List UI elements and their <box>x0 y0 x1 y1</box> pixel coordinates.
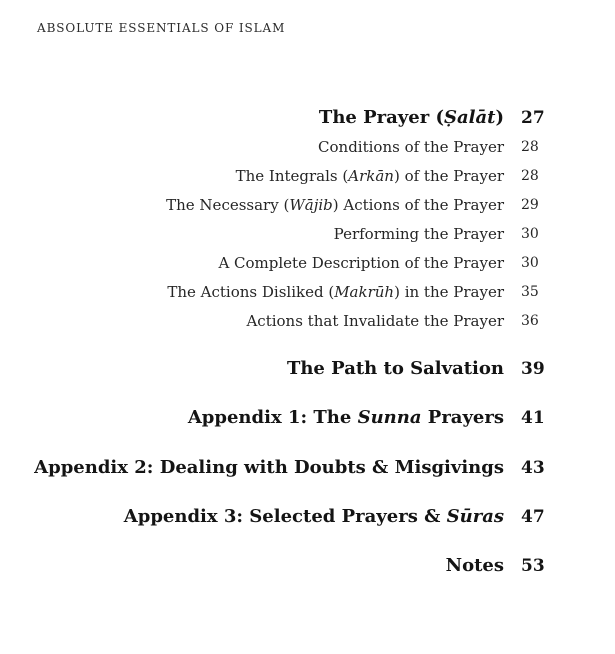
toc-title-notes: Notes <box>445 555 504 576</box>
toc-title-necessary-post: ) Actions of the Prayer <box>332 196 504 214</box>
toc-entry-disliked[interactable] <box>0 280 615 304</box>
toc-page-appendix-1: 41 <box>521 408 545 428</box>
toc-title-appendix-1-post: Prayers <box>421 407 504 428</box>
toc-page-disliked: 35 <box>521 284 539 300</box>
toc-title-disliked-post: ) in the Prayer <box>394 283 504 301</box>
toc-title-prayer-italic: Ṣalāt <box>443 107 496 128</box>
toc-entry-notes[interactable] <box>0 554 615 578</box>
toc-title-disliked <box>167 280 504 304</box>
toc-page-performing: 30 <box>521 226 539 242</box>
toc-title-necessary-pre: The Necessary ( <box>166 196 290 214</box>
toc-title-performing: Performing the Prayer <box>333 225 504 243</box>
toc-entry-salvation[interactable] <box>0 357 615 381</box>
toc-title-appendix-1 <box>188 406 504 430</box>
toc-entry-prayer[interactable] <box>0 106 615 130</box>
toc-title-appendix-3-italic: Sūras <box>446 506 504 527</box>
toc-page-conditions: 28 <box>521 139 539 155</box>
toc-entry-appendix-3[interactable] <box>0 505 615 529</box>
toc-entry-performing[interactable] <box>0 222 615 246</box>
toc-entry-appendix-1[interactable] <box>0 406 615 430</box>
toc-title-integrals-post: ) of the Prayer <box>393 167 504 185</box>
toc-entry-necessary[interactable] <box>0 193 615 217</box>
running-header: ABSOLUTE ESSENTIALS OF ISLAM <box>37 21 286 35</box>
toc-title-disliked-italic: Makrūh <box>334 283 395 301</box>
toc-title-invalidate: Actions that Invalidate the Prayer <box>246 312 504 330</box>
toc-title-appendix-3-pre: Appendix 3: Selected Prayers & <box>123 506 447 527</box>
toc-entry-complete-description[interactable] <box>0 251 615 275</box>
toc-title-appendix-2: Appendix 2: Dealing with Doubts & Misgivings <box>34 457 504 478</box>
toc-title-salvation: The Path to Salvation <box>286 358 504 379</box>
toc-title-necessary <box>166 193 504 217</box>
toc-title-necessary-italic: Wājib <box>289 196 333 214</box>
toc-page-prayer: 27 <box>521 108 545 128</box>
toc-page-notes: 53 <box>521 556 545 576</box>
toc-page-necessary: 29 <box>521 197 539 213</box>
toc-title-prayer-pre: The Prayer ( <box>318 107 444 128</box>
toc-title-appendix-1-pre: Appendix 1: The <box>187 407 358 428</box>
toc-entry-invalidate[interactable] <box>0 309 615 333</box>
toc-title-disliked-pre: The Actions Disliked ( <box>167 283 335 301</box>
toc-page-appendix-2: 43 <box>521 458 545 478</box>
toc-page-integrals: 28 <box>521 168 539 184</box>
toc-title-integrals-italic: Arkān <box>348 167 394 185</box>
toc-page-complete-description: 30 <box>521 255 539 271</box>
toc-entry-conditions[interactable] <box>0 135 615 159</box>
toc-page-salvation: 39 <box>521 359 545 379</box>
toc-title-integrals-pre: The Integrals ( <box>235 167 349 185</box>
toc-entry-appendix-2[interactable] <box>0 456 615 480</box>
toc-page-invalidate: 36 <box>521 313 539 329</box>
toc-title-conditions: Conditions of the Prayer <box>318 138 504 156</box>
toc-title-appendix-3 <box>124 505 504 529</box>
toc-title-integrals <box>236 164 504 188</box>
toc-title-prayer-post: ) <box>495 107 504 128</box>
toc-title-complete-description: A Complete Description of the Prayer <box>218 254 504 272</box>
toc-title-appendix-1-italic: Sunna <box>357 407 422 428</box>
toc-page-appendix-3: 47 <box>521 507 545 527</box>
toc-entry-integrals[interactable] <box>0 164 615 188</box>
toc-title-prayer <box>319 106 504 130</box>
